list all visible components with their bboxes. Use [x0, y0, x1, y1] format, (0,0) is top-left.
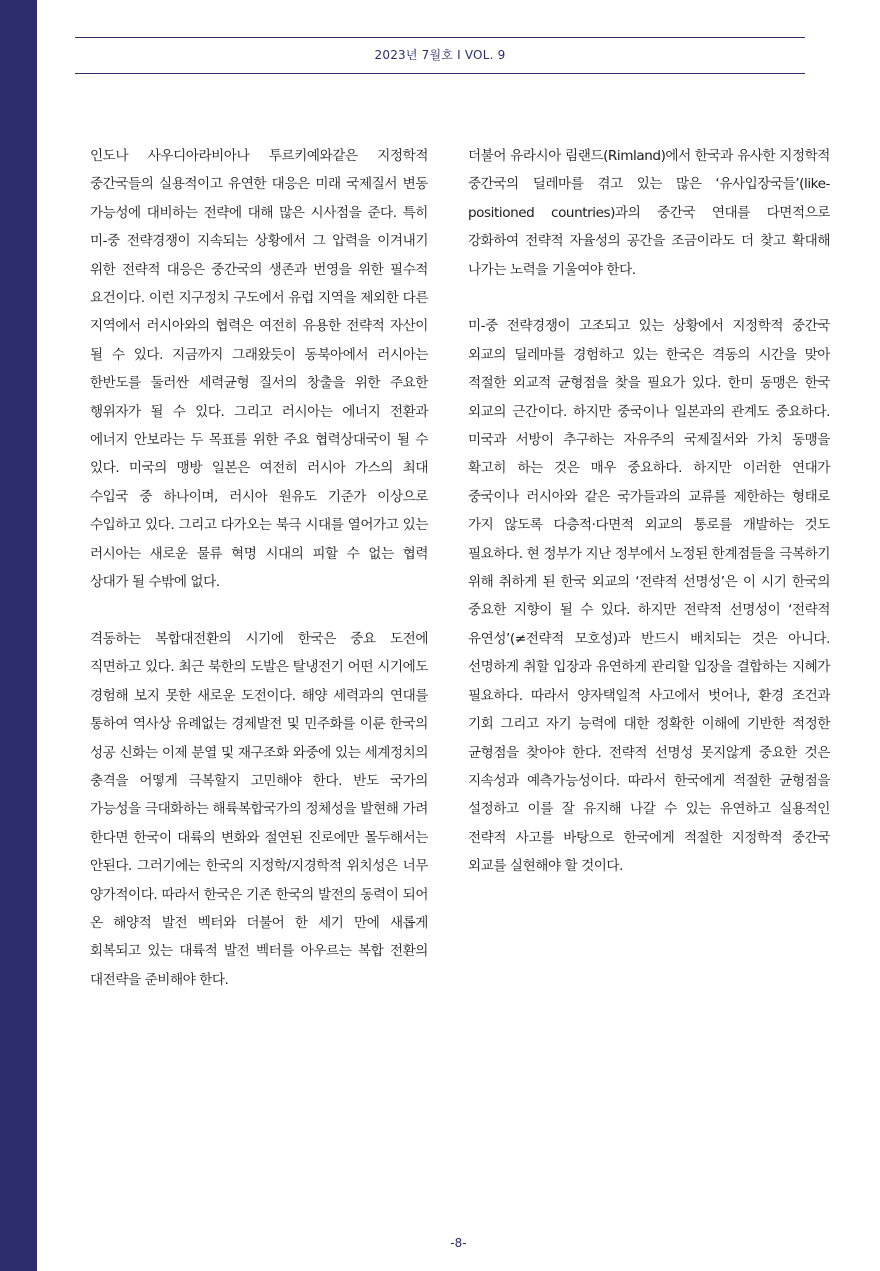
paragraph: 더불어 유라시아 림랜드(Rimland)에서 한국과 유사한 지정학적 중간국의 딜레마를 겪고 있는 많은 ‘유사입장국들’(like-positioned countries)과의 중간국 연대를 다면적으로 강화하여 전략적 자율성의 공간을 조금이라도 더 찾고 확대해 나가는 노력을 기울여야 한다. [468, 148, 830, 278]
left-accent-bar [0, 0, 37, 1271]
paragraph: 인도나 사우디아라비아나 투르키예와같은 지정학적 중간국들의 실용적이고 유연한 대응은 미래 국제질서 변동 가능성에 대비하는 전략에 대해 많은 시사점을 준다. 특히 미-중 전략경쟁이 지속되는 상황에서 그 압력을 이겨내기 위한 전략적 대응은 중간국의 생존과 번영을 위한 필수적 요건이다. 이런 지구정치 구도에서 유럽 지역을 제외한 다른 지역에서 러시아와의 협력은 여전히 유용한 전략적 자산이 될 수 있다. 지금까지 그래왔듯이 동북아에서 러시아는 한반도를 둘러싼 세력균형 질서의 창출을 위한 주요한 행위자가 될 수 있다. 그리고 러시아는 에너지 전환과 에너지 안보라는 두 목표를 위한 주요 협력상대국이 될 수 있다. 미국의 맹방 일본은 여전히 러시아 가스의 최대 수입국 중 하나이며, 러시아 원유도 기준가 이상으로 수입하고 있다. 그리고 다가오는 북극 시대를 열어가고 있는 러시아는 새로운 물류 혁명 시대의 피할 수 없는 협력 상대가 될 수밖에 없다. [90, 148, 428, 591]
left-column [90, 142, 428, 994]
header-top-rule [75, 37, 805, 38]
page-number: -8- [450, 1236, 467, 1250]
issue-label: 2023년 7월호 I VOL. 9 [374, 48, 506, 62]
paragraph: 격동하는 복합대전환의 시기에 한국은 중요 도전에 직면하고 있다. 최근 북한의 도발은 탈냉전기 어떤 시기에도 경험해 보지 못한 새로운 도전이다. 해양 세력과의 연대를 통하여 역사상 유례없는 경제발전 및 민주화를 이룬 한국의 성공 신화는 이제 분열 및 재구조화 와중에 있는 세계정치의 충격을 어떻게 극복할지 고민해야 한다. 반도 국가의 가능성을 극대화하는 해륙복합국가의 정체성을 발현해 가려 한다면 한국이 대륙의 변화와 절연된 진로에만 몰두해서는 안된다. 그러기에는 한국의 지정학/지경학적 위치성은 너무 양가적이다. 따라서 한국은 기존 한국의 발전의 동력이 되어 온 해양적 발전 벡터와 더불어 한 세기 만에 새롭게 회복되고 있는 대륙적 발전 벡터를 아우르는 복합 전환의 대전략을 준비해야 한다. [90, 630, 428, 988]
right-column [468, 142, 830, 881]
paragraph: 미-중 전략경쟁이 고조되고 있는 상황에서 지정학적 중간국 외교의 딜레마를 경험하고 있는 한국은 격동의 시간을 맞아 적절한 외교적 균형점을 찾을 필요가 있다. 한미 동맹은 한국 외교의 근간이다. 하지만 중국이나 일본과의 관계도 중요하다. 미국과 서방이 추구하는 자유주의 국제질서와 가치 동맹을 확고히 하는 것은 매우 중요하다. 하지만 이러한 연대가 중국이나 러시아와 같은 국가들과의 교류를 제한하는 형태로 가지 않도록 다층적·다면적 외교의 통로를 개발하는 것도 필요하다. 현 정부가 지난 정부에서 노정된 한계점들을 극복하기 위해 취하게 된 한국 외교의 ‘전략적 선명성’은 이 시기 한국의 중요한 지향이 될 수 있다. 하지만 전략적 선명성이 ‘전략적 유연성’(≠전략적 모호성)과 반드시 배치되는 것은 아니다. 선명하게 취할 입장과 유연하게 관리할 입장을 결합하는 지혜가 필요하다. 따라서 양자택일적 사고에서 벗어나, 환경 조건과 기회 그리고 자기 능력에 대한 정확한 이해에 기반한 적정한 균형점을 찾아야 한다. 전략적 선명성 못지않게 중요한 것은 지속성과 예측가능성이다. 따라서 한국에게 적절한 균형점을 설정하고 이를 잘 유지해 나갈 수 있는 유연하고 실용적인 전략적 사고를 바탕으로 한국에게 적절한 지정학적 중간국 외교를 실현해야 할 것이다. [468, 318, 830, 875]
header-bottom-rule [75, 73, 805, 74]
